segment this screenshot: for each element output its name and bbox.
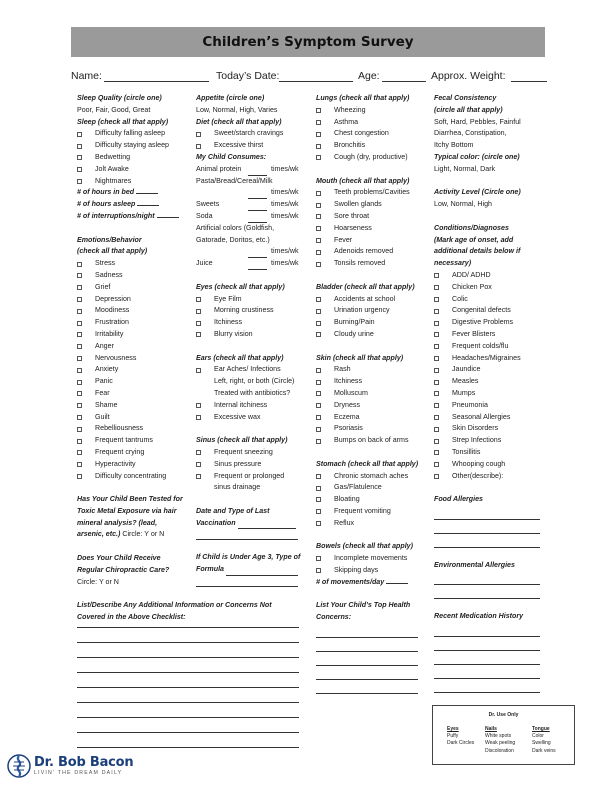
name-field[interactable] [104,81,209,82]
diet-item[interactable]: Sweet/starch cravings [196,128,302,140]
writing-line[interactable] [434,585,540,599]
checkbox[interactable] [434,368,439,373]
mouth-item[interactable]: Teeth problems/Cavities [316,187,428,199]
formula-heading: If Child is Under Age 3, Type of [196,553,301,562]
writing-line[interactable] [77,718,299,733]
writing-line[interactable] [77,658,299,673]
writing-line[interactable] [77,688,299,703]
checkbox[interactable] [77,474,82,479]
ear-item[interactable]: Internal itchiness [196,400,302,412]
condition-item[interactable]: Tonsillitis [434,447,552,459]
checkbox[interactable] [316,474,321,479]
mouth-item[interactable]: Tonsils removed [316,258,428,270]
condition-item[interactable]: Strep Infections [434,435,552,447]
checkbox[interactable] [196,368,201,373]
condition-item[interactable]: Skin Disorders [434,423,552,435]
diet-heading: Diet (check all that apply) [196,117,282,126]
fecal-options[interactable]: Soft, Hard, Pebbles, Fainful [434,117,521,126]
ear-item-detail: Treated with antibiotics? [214,388,291,397]
sleep-quality-options[interactable]: Poor, Fair, Good, Great [77,105,151,114]
checkbox[interactable] [434,427,439,432]
ear-item[interactable]: Ear Aches/ Infections [196,364,302,376]
writing-line[interactable] [434,665,540,679]
times-field[interactable] [248,262,267,270]
bladder-item[interactable]: Cloudy urine [316,329,428,341]
sinus-item-detail: sinus drainage [214,483,261,492]
consumes-heading: My Child Consumes: [196,152,267,161]
lung-item[interactable]: Chest congestion [316,128,428,140]
checkbox[interactable] [196,474,201,479]
condition-item[interactable]: Measles [434,376,552,388]
checkbox[interactable] [316,214,321,219]
diet-item[interactable]: Excessive thirst [196,140,302,152]
condition-item[interactable]: Seasonal Allergies [434,412,552,424]
condition-item[interactable]: Whooping cough [434,459,552,471]
food-allergies-heading: Food Allergies [434,495,484,504]
writing-line[interactable] [434,571,540,585]
emotion-item[interactable]: Panic [77,376,189,388]
checkbox[interactable] [434,344,439,349]
eyes-heading: Eyes (check all that apply) [196,282,285,291]
brand-logo [7,753,133,779]
eye-item[interactable]: Blurry vision [196,329,302,341]
writing-line[interactable] [77,733,299,748]
checkbox[interactable] [316,155,321,160]
checkbox[interactable] [77,155,82,160]
checkbox[interactable] [434,450,439,455]
consume-row[interactable]: times/wk [196,246,302,258]
writing-line[interactable] [316,680,418,694]
checkbox[interactable] [196,297,201,302]
checkbox[interactable] [434,297,439,302]
skin-item[interactable]: Rash [316,364,428,376]
age-field[interactable] [382,81,426,82]
checkbox[interactable] [434,285,439,290]
checkbox[interactable] [316,321,321,326]
writing-line[interactable] [77,628,299,643]
emotions-subheading: (check all that apply) [77,247,148,256]
emotion-item[interactable]: Frequent tantrums [77,435,189,447]
checkbox[interactable] [316,556,321,561]
emotion-item[interactable]: Frequent crying [77,447,189,459]
writing-line[interactable] [434,679,540,693]
checkbox[interactable] [77,344,82,349]
checkbox[interactable] [196,403,201,408]
emotion-item[interactable]: Difficulty concentrating [77,471,189,483]
date-label: Today’s Date: [216,70,280,82]
sleep-quality-heading: Sleep Quality (circle one) [77,94,162,102]
checkbox[interactable] [196,415,201,420]
checkbox[interactable] [434,309,439,314]
emotion-item[interactable]: Stress [77,258,189,270]
weight-label: Approx. Weight: [431,70,506,82]
consume-label: Artificial colors (Goldfish, [196,223,275,232]
consume-label: Gatorade, Doritos, etc.) [196,235,270,244]
checkbox[interactable] [316,368,321,373]
checkbox[interactable] [434,439,439,444]
emotions-heading: Emotions/Behavior [77,235,142,244]
brand-tagline: LIVIN' THE DREAM DAILY [34,770,123,776]
condition-item[interactable]: Chicken Pox [434,282,552,294]
emotion-item[interactable]: Fear [77,388,189,400]
condition-item[interactable]: Fever Blisters [434,329,552,341]
checkbox[interactable] [77,391,82,396]
checkbox[interactable] [316,403,321,408]
conditions-heading: Conditions/Diagnoses [434,223,509,232]
vaccination-field[interactable] [238,521,296,529]
checkbox[interactable] [316,203,321,208]
consume-label: Pasta/Bread/Cereal/Milk [196,176,273,185]
stomach-heading: Stomach (check all that apply) [316,459,419,468]
dr-use-title: Dr. Use Only [488,712,519,718]
chiro-answer[interactable]: Circle: Y or N [77,577,119,586]
checkbox[interactable] [316,439,321,444]
writing-line[interactable] [434,520,540,534]
brand-name: Dr. Bob Bacon [34,755,134,770]
chiro-question: Regular Chiropractic Care? [77,565,170,574]
age-label: Age: [358,70,380,82]
toxic-question: arsenic, etc.) [77,530,121,539]
writing-line[interactable] [434,623,540,637]
interruptions-label: # of interruptions/night [77,211,155,220]
checkbox[interactable] [316,191,321,196]
checkbox[interactable] [77,403,82,408]
checkbox[interactable] [196,144,201,149]
times-field[interactable] [248,203,267,211]
eye-item[interactable]: Eye Film [196,294,302,306]
consume-row[interactable]: times/wk [196,187,302,199]
weight-field[interactable] [511,81,547,82]
checkbox[interactable] [77,368,82,373]
ear-item-detail: Left, right, or both (Circle) [214,377,295,386]
sinus-item[interactable]: Sinus pressure [196,459,302,471]
checkbox[interactable] [196,332,201,337]
mouth-item[interactable]: Sore throat [316,211,428,223]
interruptions-field[interactable] [157,211,179,218]
condition-item[interactable]: Mumps [434,388,552,400]
checkbox[interactable] [434,391,439,396]
checkbox[interactable] [316,521,321,526]
skin-heading: Skin (check all that apply) [316,353,404,362]
fecal-options[interactable]: Itchy Bottom [434,141,474,150]
lung-item[interactable]: Bronchitis [316,140,428,152]
skin-item[interactable]: Itchiness [316,376,428,388]
conditions-heading: additional details below if [434,247,521,256]
checkbox[interactable] [77,415,82,420]
additional-info-heading: List/Describe Any Additional Information or Concerns Not [77,601,272,610]
checkbox[interactable] [77,380,82,385]
movements-label: # of movements/day [316,577,385,586]
writing-line[interactable] [196,529,298,540]
lungs-heading: Lungs (check all that apply) [316,94,410,102]
checkbox[interactable] [77,309,82,314]
additional-info-lines [77,613,299,748]
condition-item[interactable]: Jaundice [434,364,552,376]
env-allergies-heading: Environmental Allergies [434,560,515,569]
hours-bed-field[interactable] [136,187,158,194]
sinus-item[interactable]: Frequent sneezing [196,447,302,459]
eye-item[interactable]: Itchiness [196,317,302,329]
checkbox[interactable] [434,380,439,385]
emotion-item[interactable]: Grief [77,282,189,294]
page-title: Children’s Symptom Survey [202,34,414,50]
times-field[interactable] [248,250,267,258]
checkbox[interactable] [196,462,201,467]
checkbox[interactable] [316,568,321,573]
checkbox[interactable] [316,380,321,385]
sinus-heading: Sinus (check all that apply) [196,436,288,445]
fecal-heading: Fecal Consistency [434,94,497,102]
eye-item[interactable]: Morning crustiness [196,305,302,317]
checkbox[interactable] [434,415,439,420]
consume-row[interactable]: Sweets times/wk [196,199,302,211]
checkbox[interactable] [196,309,201,314]
emotion-item[interactable]: Moodiness [77,305,189,317]
checkbox[interactable] [316,486,321,491]
checkbox[interactable] [77,297,82,302]
date-field[interactable] [279,81,353,82]
stomach-item[interactable]: Chronic stomach aches [316,471,428,483]
skin-item[interactable]: Eczema [316,412,428,424]
skin-item[interactable]: Bumps on back of arms [316,435,428,447]
checkbox[interactable] [196,321,201,326]
mouth-item[interactable]: Swollen glands [316,199,428,211]
checkbox[interactable] [316,297,321,302]
checkbox[interactable] [316,497,321,502]
checkbox[interactable] [77,179,82,184]
condition-item[interactable]: Digestive Problems [434,317,552,329]
sleep-heading: Sleep (check all that apply) [77,117,169,126]
dr-use-only-box [432,705,575,765]
toxic-question: Toxic Metal Exposure via hair [77,506,177,515]
hours-asleep-label: # of hours asleep [77,200,136,209]
typical-color-heading: Typical color: (circle one) [434,152,520,161]
checkbox[interactable] [316,108,321,113]
appetite-heading: Appetite (circle one) [196,94,265,102]
mouth-item[interactable]: Fever [316,235,428,247]
skin-item[interactable]: Dryness [316,400,428,412]
checkbox[interactable] [77,332,82,337]
condition-item[interactable]: Colic [434,294,552,306]
additional-info-heading: Covered in the Above Checklist: [77,613,186,622]
checkbox[interactable] [316,309,321,314]
activity-options[interactable]: Low, Normal, High [434,200,492,209]
condition-item[interactable]: Headaches/Migraines [434,353,552,365]
writing-line[interactable] [316,624,418,638]
bowel-item[interactable]: Skipping days [316,565,428,577]
checkbox[interactable] [434,462,439,467]
checkbox[interactable] [77,285,82,290]
toxic-question: Has Your Child Been Tested for [77,495,183,504]
checkbox[interactable] [316,226,321,231]
dr-use-tongue: Tongue Color Swelling Dark veins [532,726,556,754]
bladder-heading: Bladder (check all that apply) [316,282,415,291]
writing-line[interactable] [434,534,540,548]
emotion-item[interactable]: Nervousness [77,353,189,365]
checkbox[interactable] [316,415,321,420]
hours-asleep-field[interactable] [137,199,159,206]
writing-line[interactable] [434,637,540,651]
appetite-options[interactable]: Low, Normal, High, Varies [196,105,278,114]
condition-item[interactable]: ADD/ ADHD [434,270,552,282]
sleep-item[interactable]: Difficulty falling asleep [77,128,189,140]
checkbox[interactable] [77,427,82,432]
checkbox[interactable] [316,427,321,432]
mouth-item[interactable]: Adenoids removed [316,246,428,258]
checkbox[interactable] [316,391,321,396]
checkbox[interactable] [77,273,82,278]
formula-field[interactable] [226,568,298,576]
checkbox[interactable] [196,450,201,455]
writing-line[interactable] [77,703,299,718]
writing-line[interactable] [434,506,540,520]
checkbox[interactable] [316,332,321,337]
spine-logo-icon [7,753,31,779]
checkbox[interactable] [434,321,439,326]
lung-item[interactable]: Wheezing [316,105,428,117]
checkbox[interactable] [77,167,82,172]
checkbox[interactable] [77,356,82,361]
bladder-item[interactable]: Burning/Pain [316,317,428,329]
vaccination-row[interactable]: Vaccination [196,518,302,530]
checkbox[interactable] [77,262,82,267]
checkbox[interactable] [316,262,321,267]
sleep-item[interactable]: Nightmares [77,176,189,188]
writing-line[interactable] [77,673,299,688]
checkbox[interactable] [77,132,82,137]
activity-heading: Activity Level (Circle one) [434,188,521,197]
checkbox[interactable] [316,250,321,255]
emotion-item[interactable]: Frustration [77,317,189,329]
checkbox[interactable] [77,439,82,444]
dr-use-nails: Nails White spots Weak peeling Discoloration [485,726,516,754]
checkbox[interactable] [316,509,321,514]
medication-heading: Recent Medication History [434,612,524,621]
sinus-item[interactable]: Frequent or prolonged [196,471,302,483]
ears-heading: Ears (check all that apply) [196,353,284,362]
condition-item[interactable]: Pneumonia [434,400,552,412]
stomach-item[interactable]: Reflux [316,518,428,530]
lung-item[interactable]: Asthma [316,117,428,129]
hours-bed-label: # of hours in bed [77,188,135,197]
writing-line[interactable] [434,651,540,665]
bowels-heading: Bowels (check all that apply) [316,542,413,551]
name-label: Name: [71,70,102,82]
mouth-heading: Mouth (check all that apply) [316,176,410,185]
emotion-item[interactable]: Depression [77,294,189,306]
checkbox[interactable] [316,238,321,243]
sleep-item[interactable]: Difficulty staying asleep [77,140,189,152]
movements-field[interactable] [386,577,408,584]
toxic-answer[interactable]: Circle: Y or N [122,530,165,539]
emotion-item[interactable]: Irritability [77,329,189,341]
stomach-item[interactable]: Gas/Flatulence [316,482,428,494]
writing-line[interactable] [316,652,418,666]
times-field[interactable] [248,168,267,176]
writing-line[interactable] [316,666,418,680]
checkbox[interactable] [434,403,439,408]
emotion-item[interactable]: Rebelliousness [77,423,189,435]
bowel-item[interactable]: Incomplete movements [316,553,428,565]
bladder-item[interactable]: Urination urgency [316,305,428,317]
checkbox[interactable] [77,450,82,455]
condition-item[interactable]: Other(describe): [434,471,552,483]
writing-line[interactable] [196,576,298,587]
checkbox[interactable] [77,144,82,149]
emotion-item[interactable]: Sadness [77,270,189,282]
checkbox[interactable] [316,132,321,137]
checkbox[interactable] [434,273,439,278]
dr-use-eyes: Eyes Puffy Dark Circles [447,726,475,747]
conditions-heading: necessary) [434,259,472,268]
fecal-options[interactable]: Diarrhea, Constipation, [434,129,507,138]
checkbox[interactable] [434,474,439,479]
sleep-item[interactable]: Bedwetting [77,152,189,164]
checkbox[interactable] [77,462,82,467]
skin-item[interactable]: Molluscum [316,388,428,400]
top-health-heading: Concerns: [316,613,352,622]
lung-item[interactable]: Cough (dry, productive) [316,152,428,164]
emotion-item[interactable]: Guilt [77,412,189,424]
column-3 [316,93,428,694]
color-options[interactable]: Light, Normal, Dark [434,164,496,173]
condition-item[interactable]: Congenital defects [434,305,552,317]
vaccination-heading: Date and Type of Last [196,506,270,515]
bladder-item[interactable]: Accidents at school [316,294,428,306]
chiro-question: Does Your Child Receive [77,554,161,563]
writing-line[interactable] [77,613,299,628]
emotion-item[interactable]: Anger [77,341,189,353]
times-field[interactable] [248,215,267,223]
checkbox[interactable] [316,120,321,125]
conditions-heading: (Mark age of onset, add [434,235,514,244]
checkbox[interactable] [316,144,321,149]
stomach-item[interactable]: Bloating [316,494,428,506]
writing-line[interactable] [316,638,418,652]
mouth-item[interactable]: Hoarseness [316,223,428,235]
times-field[interactable] [248,191,267,199]
consume-row[interactable]: Soda times/wk [196,211,302,223]
column-2 [196,93,302,587]
checkbox[interactable] [196,132,201,137]
checkbox[interactable] [434,332,439,337]
checkbox[interactable] [434,356,439,361]
emotion-item[interactable]: Hyperactivity [77,459,189,471]
writing-line[interactable] [77,643,299,658]
ear-item[interactable]: Excessive wax [196,412,302,424]
checkbox[interactable] [77,321,82,326]
toxic-question: mineral analysis? (lead, [77,518,158,527]
title-bar [71,27,545,57]
top-health-heading: List Your Child’s Top Health [316,601,411,610]
consume-row[interactable]: Animal protein times/wk [196,164,302,176]
skin-item[interactable]: Psoriasis [316,423,428,435]
condition-item[interactable]: Frequent colds/flu [434,341,552,353]
consume-row[interactable]: Juice times/wk [196,258,302,270]
sleep-item[interactable]: Jolt Awake [77,164,189,176]
emotion-item[interactable]: Shame [77,400,189,412]
fecal-subheading: (circle all that apply) [434,105,503,114]
formula-row[interactable]: Formula [196,564,302,576]
column-4 [434,93,552,693]
emotion-item[interactable]: Anxiety [77,364,189,376]
stomach-item[interactable]: Frequent vomiting [316,506,428,518]
